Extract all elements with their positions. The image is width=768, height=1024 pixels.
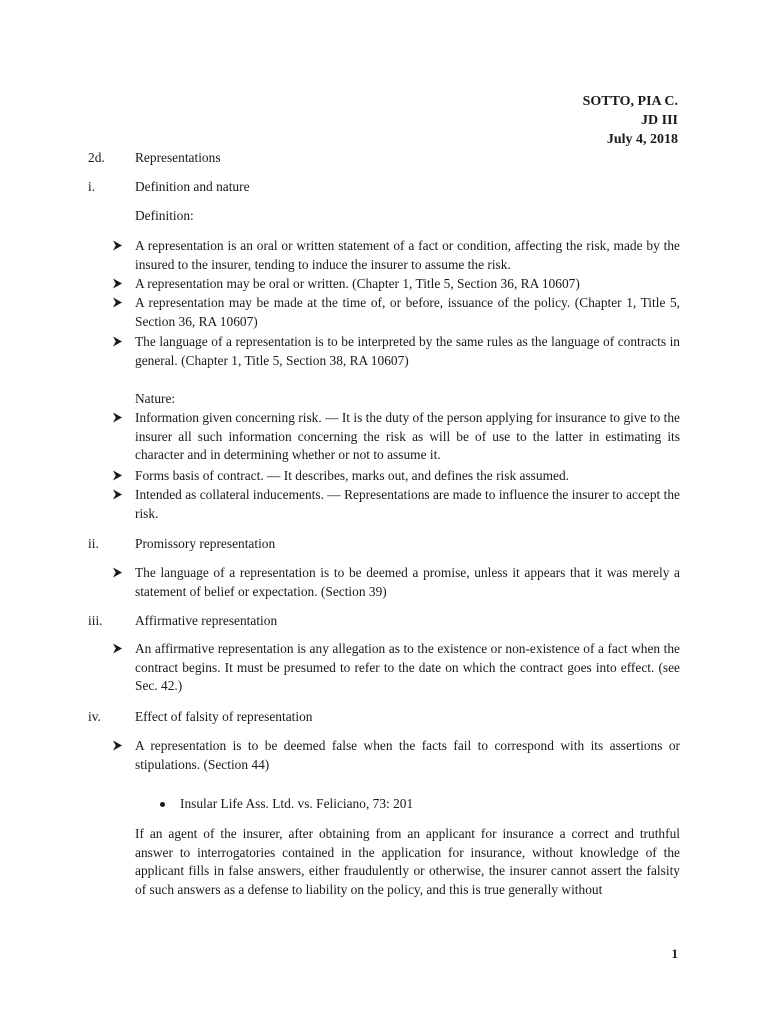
falsity-bullet	[112, 737, 680, 774]
subsection-title: Effect of falsity of representation	[135, 709, 313, 724]
subsection-title: Affirmative representation	[135, 613, 278, 628]
author-date: July 4, 2018	[606, 132, 678, 147]
definition-bullet	[112, 294, 680, 331]
author-name: SOTTO, PIA C.	[582, 94, 678, 109]
nature-label: Nature:	[135, 391, 176, 406]
bullet-text: Forms basis of contract. — It describes, marks out, and defines the risk assumed.	[135, 468, 569, 483]
subsection-title: Promissory representation	[135, 536, 276, 551]
case-citation	[160, 795, 680, 814]
subsection-title: Definition and nature	[135, 179, 250, 194]
promissory-bullet	[112, 564, 680, 601]
subsection-number: iv.	[88, 709, 101, 724]
arrow-bullet-icon	[112, 333, 134, 347]
definition-label: Definition:	[135, 208, 194, 223]
bullet-text: Intended as collateral inducements. — Representations are made to influence the insurer to accept the risk.	[135, 487, 680, 521]
case-title: Insular Life Ass. Ltd. vs. Feliciano, 73: 201	[180, 796, 414, 811]
nature-bullet	[112, 486, 680, 523]
definition-bullet	[112, 333, 680, 370]
bullet-text: A representation is to be deemed false when the facts fail to correspond with its assertions or stipulations. (Section 44)	[135, 738, 680, 772]
case-paragraph: If an agent of the insurer, after obtaining from an applicant for insurance a correct and truthful answer to interrogatories contained in the application for insurance, without knowledge of the applicant fills in false answers, either fraudulently or otherwise, the insurer cannot assert the falsity of such answers as a defense to liability on the policy, and this is true generally without	[135, 826, 680, 897]
arrow-bullet-icon	[112, 409, 134, 423]
subsection-number: i.	[88, 179, 96, 194]
dot-bullet-icon	[160, 802, 165, 807]
arrow-bullet-icon	[112, 237, 134, 251]
bullet-text: A representation may be made at the time of, or before, issuance of the policy. (Chapter 1, Title 5, Section 36, RA 10607)	[135, 295, 680, 329]
arrow-bullet-icon	[112, 640, 134, 654]
bullet-text: An affirmative representation is any allegation as to the existence or non-existence of a fact when the contract begins. It must be presumed to refer to the date on which the contract goes into effect. (see Sec. 42.)	[135, 641, 680, 694]
bullet-text: A representation may be oral or written. (Chapter 1, Title 5, Section 36, RA 10607)	[135, 276, 580, 291]
bullet-text: The language of a representation is to be interpreted by the same rules as the language of contracts in general. (Chapter 1, Title 5, Section 38, RA 10607)	[135, 334, 680, 368]
nature-bullet	[112, 467, 680, 486]
definition-bullet	[112, 237, 680, 274]
affirmative-bullet	[112, 640, 680, 696]
section-title: Representations	[135, 150, 221, 165]
bullet-text: Information given concerning risk. — It is the duty of the person applying for insurance to give to the insurer all such information concerning the risk as will be of use to the latter in estimating its character and in determining whether or not to assume it.	[135, 410, 680, 463]
arrow-bullet-icon	[112, 275, 134, 289]
author-block	[583, 92, 678, 149]
bullet-text: A representation is an oral or written statement of a fact or condition, affecting the risk, made by the insured to the insurer, tending to induce the insurer to assume the risk.	[135, 238, 680, 272]
subsection-number: ii.	[88, 536, 99, 551]
author-year: JD III	[641, 113, 678, 128]
arrow-bullet-icon	[112, 737, 134, 751]
arrow-bullet-icon	[112, 294, 134, 308]
definition-bullet	[112, 275, 680, 294]
arrow-bullet-icon	[112, 564, 134, 578]
arrow-bullet-icon	[112, 486, 134, 500]
subsection-number: iii.	[88, 613, 103, 628]
arrow-bullet-icon	[112, 467, 134, 481]
nature-bullet	[112, 409, 680, 465]
page-number: 1	[671, 946, 678, 961]
section-number: 2d.	[88, 150, 105, 165]
bullet-text: The language of a representation is to be deemed a promise, unless it appears that it was merely a statement of belief or expectation. (Section 39)	[135, 565, 680, 599]
